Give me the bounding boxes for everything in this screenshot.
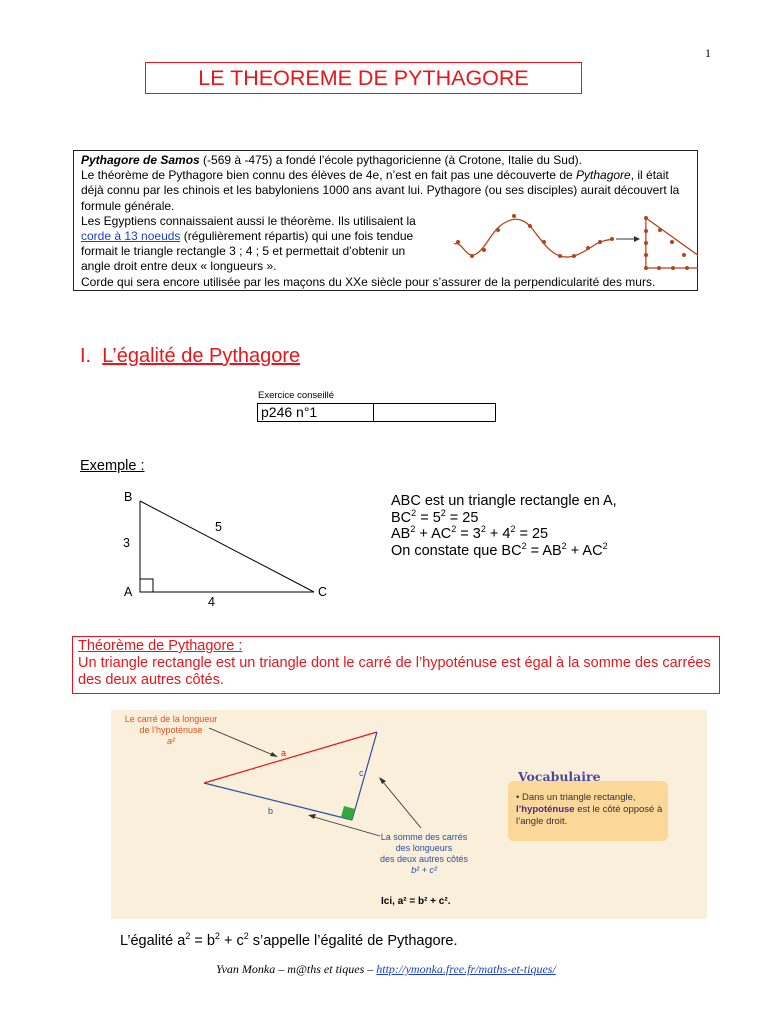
rope-link[interactable]: corde à 13 noeuds [81,229,181,244]
section-heading: I. L’égalité de Pythagore [80,345,301,367]
triangle-outline [140,501,314,592]
exercise-empty-cell [374,404,496,422]
page-title: LE THEOREME DE PYTHAGORE [145,62,582,94]
intro-para-4: Corde qui sera encore utilisée par les maçons du XXe siècle pour s’assurer de la perpendicularité des murs. [81,274,656,289]
example-line-1: ABC est un triangle rectangle en A, [391,493,617,509]
arrow-head-icon [379,777,386,784]
side-b-line [204,783,352,820]
exercise-reference: p246 n°1 [258,404,374,422]
arrow-head-icon [308,814,316,819]
theorem-text: Un triangle rectangle est un triangle dont le carré de l’hypoténuse est égal à la somme des carrées des deux autres côtés. [78,655,711,688]
vertex-b: B [124,490,133,504]
side-ab-length: 3 [123,536,130,550]
example-triangle [115,488,335,610]
exercise-label: Exercice conseillé [258,390,335,401]
theorem-box [72,636,720,694]
illustration-formula: Ici, a² = b² + c². [381,896,451,907]
arrow-head-icon [270,752,278,757]
intro-para-3: Les Egyptiens connaissaient aussi le théorème. Ils utilisaient la corde à 13 noeuds (régulièrement répartis) qui une fois tendue formait le triangle rectangle 3 ; 4 ; 5 et permettait d’obtenir un angle droit entre deux « longueurs ». [81,213,416,274]
example-label: Exemple : [80,458,145,474]
vertex-a: A [124,585,133,599]
example-line-4: On constate que $BC^2 = AB^2 + AC^2$ [391,540,608,559]
side-a-label: a [281,748,287,758]
vocabulary-title: Vocabulaire [518,769,601,784]
example-line-2: $BC^2 = 5^2 = 25$ [391,507,479,526]
exercise-table [257,403,496,422]
arrow-to-side-c [383,782,421,828]
side-c-label: c [359,768,364,778]
triangle-knots [644,216,689,270]
page-number: 1 [705,46,711,60]
vocabulary-text: • Dans un triangle rectangle, l’hypoténuse est le côté opposé à l’angle droit. [516,792,663,827]
footer-link[interactable]: http://ymonka.free.fr/maths-et-tiques/ [376,962,556,976]
intro-para-2: Le théorème de Pythagore bien connu des élèves de 4e, n’est en fait pas une découverte de Pythagore, il était déjà connu par les chinois et les babyloniens 1000 ans avant lui. Pythagore (ou ses disciples) aurait découvert la formule générale. [81,168,680,213]
side-ac-length: 4 [208,595,215,609]
sum-caption: La somme des carrés des longueurs des deux autres côtés b² + c² [379,832,469,875]
vertex-c: C [318,585,328,599]
arrow-head-icon [634,236,640,242]
right-angle-icon [140,579,153,592]
side-b-label: b [268,806,274,816]
rope-illustration [448,212,698,278]
example-line-3: $AB^2 + AC^2 = 3^2 + 4^2 = 25$ [391,524,549,542]
intro-name: Pythagore de Samos [81,153,200,167]
theorem-title: Théorème de Pythagore : [78,638,243,654]
footer: Yvan Monka – m@ths et tiques – http://ymonka.free.fr/maths-et-tiques/ [216,962,556,976]
conclusion-text: L’égalité $a^2 = b^2 + c^2$ s’appelle l’égalité de Pythagore. [120,931,458,949]
hypotenuse-caption: Le carré de la longueur de l’hypoténuse a² [124,714,218,746]
example-text [391,493,617,559]
rope-wavy [454,219,614,257]
side-bc-length: 5 [215,520,222,534]
side-c-line [352,732,377,820]
intro-para-1: Pythagore de Samos (-569 à -475) a fondé l’école pythagoricienne (à Crotone, Italie du Sud). [81,153,582,167]
